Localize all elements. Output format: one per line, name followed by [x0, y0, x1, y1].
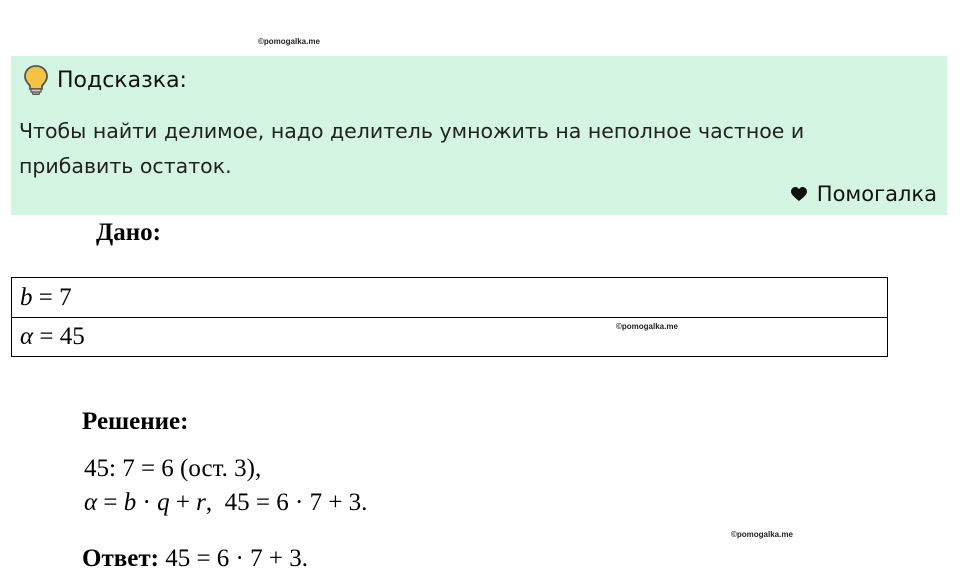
solution-line-1: 45: 7 = 6 (ост. 3),: [84, 455, 262, 482]
hint-title: Подсказка:: [57, 67, 187, 93]
formula-part: r: [196, 489, 206, 516]
answer-line: [82, 545, 308, 573]
answer-value: 45 = 6 · 7 + 3.: [158, 545, 308, 572]
watermark: ©pomogalka.me: [731, 530, 793, 539]
formula-part: , 45 = 6 · 7 + 3.: [205, 489, 368, 516]
formula-part: α: [84, 489, 98, 516]
formula-part: b: [123, 489, 137, 516]
formula-part: q: [157, 489, 170, 516]
given-variable: b: [20, 283, 33, 311]
formula-part: ·: [136, 489, 158, 516]
given-value: = 7: [32, 283, 72, 311]
given-variable: α: [20, 323, 34, 350]
solution-line-2: [84, 489, 367, 517]
given-value: = 45: [33, 323, 85, 350]
lightbulb-icon: [23, 64, 49, 96]
answer-label: Ответ:: [82, 545, 159, 572]
given-row: [12, 278, 887, 317]
given-row: [12, 317, 887, 356]
brand-name: Помогалка: [816, 182, 937, 206]
hint-header: [23, 64, 187, 96]
given-title: Дано:: [96, 219, 161, 246]
watermark: ©pomogalka.me: [616, 322, 678, 331]
given-table: [11, 277, 888, 357]
formula-part: =: [97, 489, 124, 516]
watermark: ©pomogalka.me: [258, 37, 320, 46]
heart-icon: [791, 187, 807, 202]
hint-text: Чтобы найти делимое, надо делитель умножить на неполное частное и прибавить остаток.: [19, 119, 805, 178]
solution-title: Решение:: [82, 408, 189, 435]
formula-part: +: [169, 489, 197, 516]
brand-label: [791, 182, 937, 206]
hint-box: [11, 56, 947, 215]
